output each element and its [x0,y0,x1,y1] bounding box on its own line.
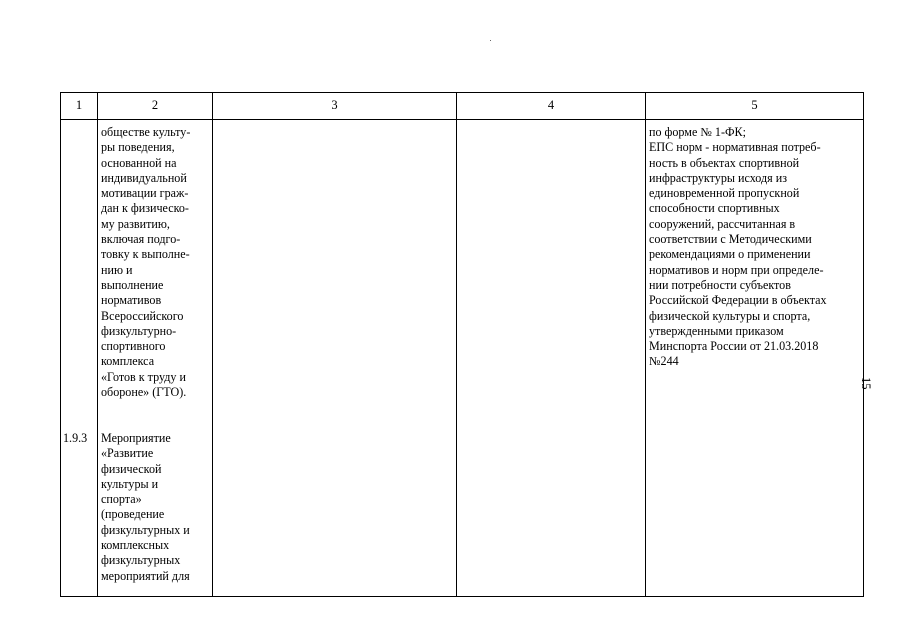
col2-paragraph-2: Мероприятие «Развитие физической культуры и спорта» (проведение физкультурных и комплексных физкультурных мероприятий для [101,431,190,583]
cell-col-4 [457,120,646,597]
header-row [61,93,864,120]
cell-col-2 [98,120,213,597]
table-row [61,120,864,597]
cell-col-1 [61,120,98,597]
header-cell-5: 5 [646,93,864,120]
page-number: 15 [859,377,873,390]
header-cell-4: 4 [457,93,646,120]
header-cell-2: 2 [98,93,213,120]
scan-dot [490,40,491,41]
col5-text: по форме № 1-ФК; ЕПС норм - нормативная потреб- ность в объектах спортивной инфраструктуры исходя из единовременной пропускной способности спортивных сооружений, рассчитанная в соответствии с Методическими рекомендациями о применении нормативов и норм при определе- нии потребности субъектов Российской Федерации в объектах физической культуры и спорта, утвержденными приказом Минспорта России от 21.03.2018 №244 [649,125,827,369]
data-table [60,92,864,597]
row-number: 1.9.3 [63,431,88,445]
cell-col-3 [213,120,457,597]
cell-col-5 [646,120,864,597]
col2-paragraph-1: обществе культу- ры поведения, основанной на индивидуальной мотивации граж- дан к физическо- му развитию, включая подго- товку к выполне- нию и выполнение нормативов Всероссийского физкультурно- спортивного комплекса «Готов к труду и обороне» (ГТО). [101,125,191,400]
header-cell-3: 3 [213,93,457,120]
header-cell-1: 1 [61,93,98,120]
